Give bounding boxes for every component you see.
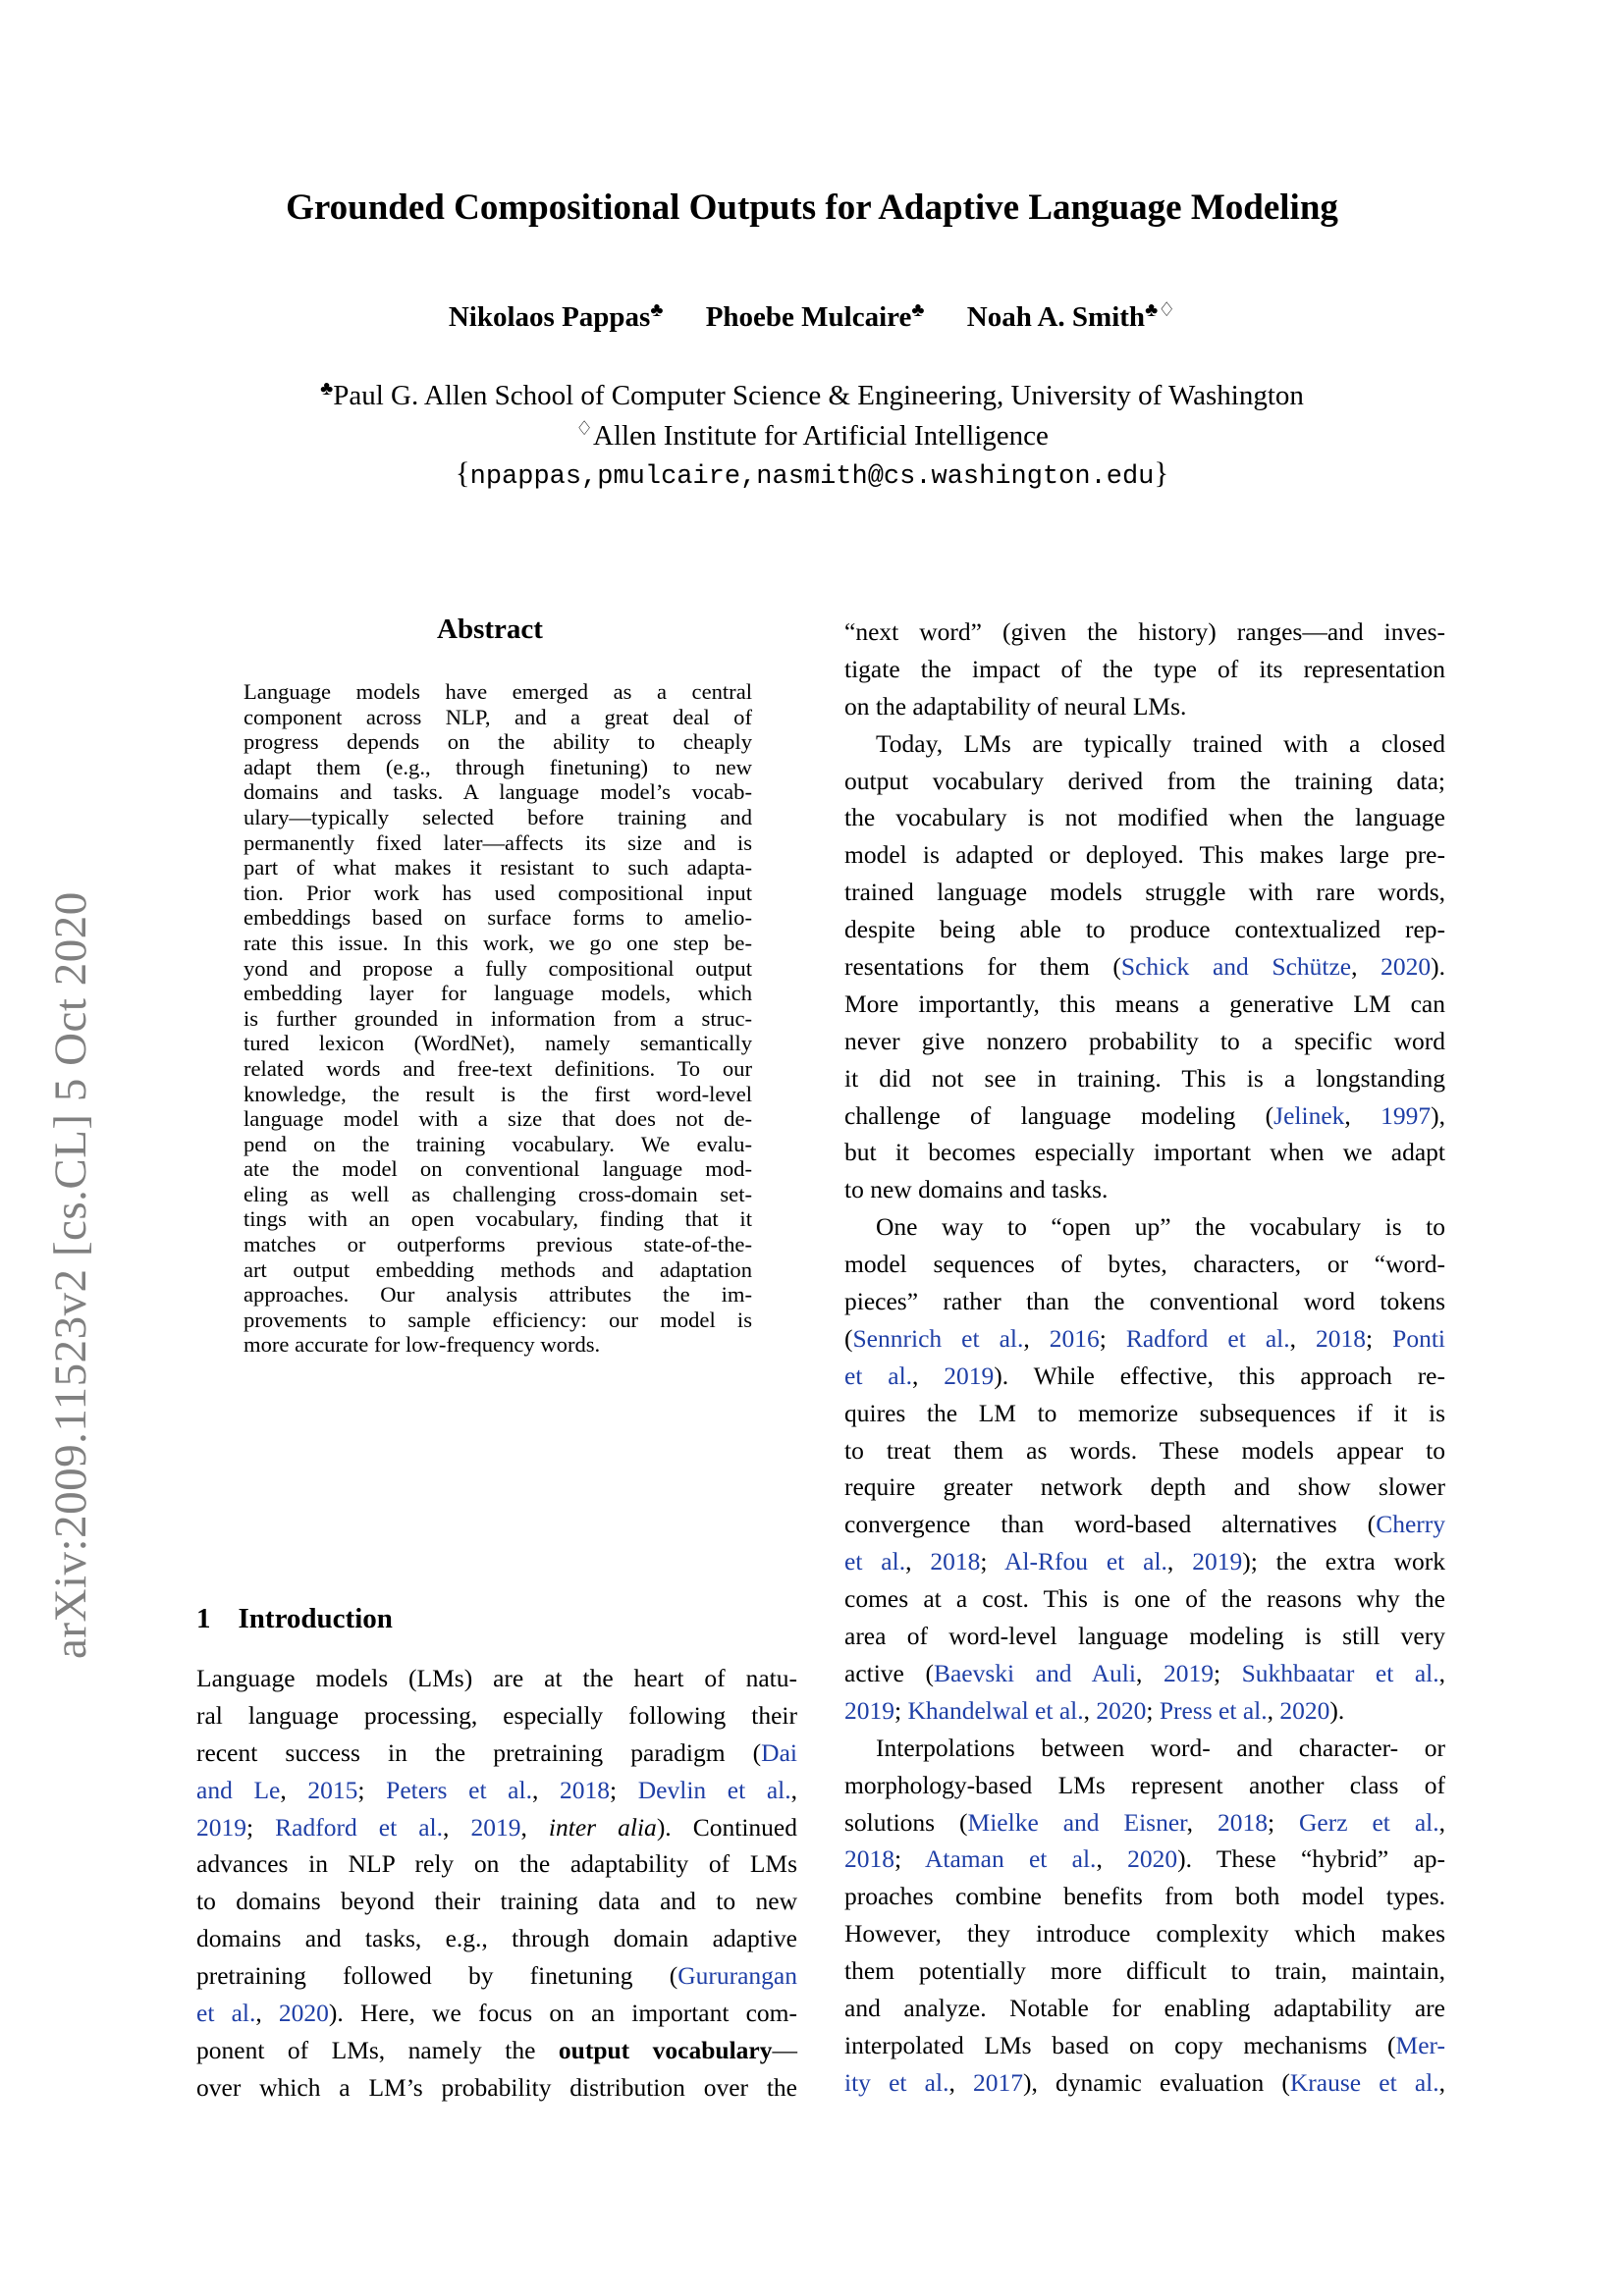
body-line: morphology-based LMs represent another class of [844, 1770, 1445, 1799]
abstract-line: matches or outperforms previous state-of-the- [244, 1232, 752, 1257]
body-line: ity et al., 2017), dynamic evaluation (Krause et al., [844, 2067, 1446, 2097]
author-1 [449, 301, 664, 333]
abstract-line: domains and tasks. A language model’s vocab- [244, 779, 752, 805]
abstract-line: approaches. Our analysis attributes the im- [244, 1282, 752, 1308]
citation-link[interactable]: Radford et al. [275, 1812, 444, 1842]
abstract-line: is further grounded in information from a struc- [244, 1005, 752, 1031]
citation-link[interactable]: 2019 [1192, 1547, 1243, 1576]
body-line: pieces” rather than the conventional word tokens [844, 1287, 1445, 1316]
abstract-line: art output embedding methods and adaptation [244, 1256, 752, 1282]
abstract-line: embedding layer for language models, which [244, 981, 752, 1006]
citation-link[interactable]: and Le [196, 1775, 281, 1804]
abstract-line: adapt them (e.g., through finetuning) to new [244, 754, 752, 779]
author-name: Noah A. Smith [966, 301, 1146, 333]
body-line: area of word-level language modeling is still very [844, 1622, 1445, 1651]
body-line: model is adapted or deployed. This makes large pre- [844, 840, 1445, 870]
body-line: trained language models struggle with rare words, [844, 878, 1445, 907]
abstract-line: eling as well as challenging cross-domain set- [244, 1181, 752, 1206]
body-line: active (Baevski and Auli, 2019; Sukhbaatar et al., [844, 1658, 1445, 1687]
body-line: Today, LMs are typically trained with a closed [876, 728, 1445, 758]
affiliation-mark: ♢ [575, 418, 594, 440]
body-line: the vocabulary is not modified when the language [844, 803, 1445, 832]
citation-link[interactable]: 2018 [930, 1547, 981, 1576]
citation-link[interactable]: Peters et al. [386, 1775, 532, 1804]
body-line: on the adaptability of neural LMs. [844, 691, 1187, 721]
body-line: recent success in the pretraining paradigm (Dai [196, 1737, 797, 1767]
body-line: output vocabulary derived from the training data; [844, 766, 1445, 795]
body-line: model sequences of bytes, characters, or “word- [844, 1250, 1445, 1279]
abstract-line: permanently fixed later—affects its size and is [244, 829, 752, 855]
abstract-line: part of what makes it resistant to such adapta- [244, 855, 752, 881]
abstract-line: yond and propose a fully compositional output [244, 955, 752, 981]
body-line: quires the LM to memorize subsequences if it is [844, 1398, 1445, 1427]
section-number: 1 [196, 1603, 211, 1634]
arxiv-identifier-stamp: arXiv:2009.11523v2 [cs.CL] 5 Oct 2020 [45, 891, 96, 1659]
body-line: resentations for them (Schick and Schütze, 2020). [844, 952, 1445, 982]
affiliation-mark: ♣ [650, 299, 664, 321]
abstract-line: knowledge, the result is the first word-level [244, 1081, 752, 1106]
body-line: it did not see in training. This is a longstanding [844, 1063, 1445, 1093]
abstract-line: ate the model on conventional language mod- [244, 1156, 752, 1182]
body-line: Interpolations between word- and character- or [876, 1733, 1445, 1762]
abstract-line: pend on the training vocabulary. We evalu- [244, 1131, 752, 1156]
author-name: Nikolaos Pappas [448, 301, 651, 333]
body-line: convergence than word-based alternatives (Cherry [844, 1510, 1445, 1539]
citation-link[interactable]: Gerz et al. [1299, 1807, 1439, 1837]
body-line: et al., 2020). Here, we focus on an important com- [196, 1999, 798, 2028]
body-line: and analyze. Notable for enabling adaptability are [844, 1993, 1445, 2022]
body-line: 2019; Radford et al., 2019, inter alia). Continued [196, 1812, 797, 1842]
affiliation-mark: ♣♢ [1145, 299, 1176, 321]
citation-link[interactable]: et al. [844, 1361, 913, 1390]
body-line: et al., 2018; Al-Rfou et al., 2019); the extra work [844, 1547, 1445, 1576]
body-line: challenge of language modeling (Jelinek, 1997), [844, 1100, 1445, 1130]
citation-link[interactable]: Ataman et al. [924, 1844, 1097, 1874]
abstract-line: tings with an open vocabulary, finding that it [244, 1206, 752, 1232]
citation-link[interactable]: Khandelwal et al. [907, 1695, 1084, 1725]
abstract-body [244, 679, 752, 1358]
author-emails: {npappas,pmulcaire,nasmith@cs.washington.edu} [455, 455, 1169, 492]
citation-link[interactable]: Dai [761, 1737, 797, 1767]
section-heading-introduction [196, 1603, 393, 1635]
citation-link[interactable]: Ponti [1392, 1323, 1445, 1353]
body-line: to domains beyond their training data and to new [196, 1887, 797, 1916]
body-line: (Sennrich et al., 2016; Radford et al., 2018; Ponti [844, 1323, 1445, 1353]
citation-link[interactable]: 2020 [1380, 952, 1432, 982]
affiliation-text: Allen Institute for Artificial Intelligence [593, 420, 1049, 452]
body-line: Language models (LMs) are at the heart of natu- [196, 1664, 797, 1692]
citation-link[interactable]: 2019 [1163, 1658, 1214, 1687]
abstract-line: related words and free-text definitions. To our [244, 1055, 752, 1081]
body-line: advances in NLP rely on the adaptability of LMs [196, 1849, 797, 1879]
citation-link[interactable]: Mielke and Eisner [967, 1807, 1187, 1837]
body-line: ponent of LMs, namely the output vocabulary— [196, 2035, 797, 2064]
body-line: However, they introduce complexity which makes [844, 1919, 1445, 1949]
intro-left-column [196, 1660, 797, 2107]
abstract-line: Language models have emerged as a central [244, 679, 752, 704]
citation-link[interactable]: Gururangan [677, 1961, 797, 1991]
paper-title: Grounded Compositional Outputs for Adaptive Language Modeling [286, 187, 1338, 228]
abstract-line: more accurate for low-frequency words. [244, 1332, 601, 1358]
citation-link[interactable]: 2016 [1049, 1323, 1100, 1353]
citation-link[interactable]: Schick and Schütze [1120, 952, 1352, 982]
body-line: et al., 2019). While effective, this approach re- [844, 1361, 1445, 1390]
body-line: ral language processing, especially following their [196, 1700, 797, 1730]
body-line: to new domains and tasks. [844, 1175, 1109, 1204]
citation-link[interactable]: 2020 [1096, 1695, 1147, 1725]
body-line: over which a LM’s probability distribution over the [196, 2072, 797, 2102]
abstract-line: language model with a size that does not de- [244, 1106, 752, 1132]
citation-link[interactable]: 2015 [307, 1775, 358, 1804]
intro-right-column [844, 614, 1445, 2102]
citation-link[interactable]: 2020 [1279, 1695, 1330, 1725]
abstract-heading: Abstract [437, 614, 543, 645]
citation-link[interactable]: Krause et al. [1289, 2067, 1439, 2097]
author-list [0, 297, 1624, 334]
affiliation-1 [0, 378, 1624, 412]
citation-link[interactable]: 2019 [196, 1812, 246, 1842]
citation-link[interactable]: Baevski and Auli [933, 1658, 1136, 1687]
citation-link[interactable]: Radford et al. [1125, 1323, 1290, 1353]
affiliation-mark: ♣ [911, 299, 925, 321]
body-line: One way to “open up” the vocabulary is to [876, 1212, 1445, 1242]
abstract-line: ulary—typically selected before training and [244, 804, 752, 829]
citation-link[interactable]: 1997 [1380, 1100, 1432, 1130]
body-line: interpolated LMs based on copy mechanisms (Mer- [844, 2030, 1445, 2059]
body-line: never give nonzero probability to a specific word [844, 1026, 1445, 1055]
citation-link[interactable]: Devlin et al. [637, 1775, 791, 1804]
body-line: “next word” (given the history) ranges—and inves- [844, 617, 1445, 646]
body-line: 2018; Ataman et al., 2020). These “hybrid” ap- [844, 1844, 1445, 1874]
abstract-line: tured lexicon (WordNet), namely semantically [244, 1031, 752, 1056]
abstract-line: component across NLP, and a great deal of [244, 704, 752, 729]
citation-link[interactable]: 2018 [1217, 1807, 1268, 1837]
body-line: solutions (Mielke and Eisner, 2018; Gerz et al., [844, 1807, 1446, 1837]
citation-link[interactable]: 2019 [470, 1812, 521, 1842]
affiliation-2 [0, 416, 1624, 453]
citation-link[interactable]: Sennrich et al. [852, 1323, 1024, 1353]
affiliation-text: Paul G. Allen School of Computer Science & Engineering, University of Washington [333, 380, 1304, 411]
affiliation-mark: ♣ [320, 378, 334, 400]
citation-link[interactable]: 2019 [944, 1361, 995, 1390]
citation-link[interactable]: et al. [196, 1999, 256, 2028]
citation-link[interactable]: ity et al. [844, 2067, 949, 2097]
body-line: comes at a cost. This is one of the reasons why the [844, 1584, 1445, 1614]
citation-link[interactable]: et al. [844, 1547, 906, 1576]
citation-link[interactable]: 2018 [560, 1775, 610, 1804]
author-name: Phoebe Mulcaire [705, 301, 912, 333]
body-line: despite being able to produce contextualized rep- [844, 915, 1445, 944]
body-line: proaches combine benefits from both model types. [844, 1882, 1445, 1911]
body-line: but it becomes especially important when we adapt [844, 1138, 1445, 1167]
author-3 [967, 301, 1175, 333]
abstract-line: progress depends on the ability to cheaply [244, 729, 752, 755]
email-addresses: npappas,pmulcaire,nasmith@cs.washington.edu [469, 462, 1155, 492]
body-line: require greater network depth and show slower [844, 1472, 1445, 1502]
body-line: them potentially more difficult to train, maintain, [844, 1956, 1445, 1986]
citation-link[interactable]: Al-Rfou et al. [1003, 1547, 1167, 1576]
abstract-line: embeddings based on surface forms to amelio- [244, 905, 752, 931]
citation-link[interactable]: 2019 [844, 1695, 894, 1725]
citation-link[interactable]: Mer- [1395, 2030, 1445, 2059]
citation-link[interactable]: Jelinek [1273, 1100, 1345, 1130]
body-line: 2019; Khandelwal et al., 2020; Press et al., 2020). [844, 1695, 1345, 1725]
body-line: pretraining followed by finetuning (Gururangan [196, 1961, 797, 1991]
body-line: and Le, 2015; Peters et al., 2018; Devlin et al., [196, 1775, 798, 1804]
citation-link[interactable]: Cherry [1376, 1510, 1445, 1539]
abstract-line: tion. Prior work has used compositional input [244, 880, 752, 905]
citation-link[interactable]: 2020 [1127, 1844, 1178, 1874]
citation-link[interactable]: 2018 [844, 1844, 894, 1874]
abstract-line: provements to sample efficiency: our model is [244, 1307, 752, 1332]
citation-link[interactable]: 2020 [278, 1999, 329, 2028]
section-title: Introduction [238, 1603, 393, 1634]
body-line: tigate the impact of the type of its representation [844, 654, 1445, 683]
body-line: domains and tasks, e.g., through domain adaptive [196, 1924, 797, 1953]
abstract-line: rate this issue. In this work, we go one step be- [244, 930, 752, 955]
body-line: More importantly, this means a generative LM can [844, 988, 1445, 1018]
body-line: to treat them as words. These models appear to [844, 1435, 1445, 1465]
citation-link[interactable]: 2018 [1316, 1323, 1367, 1353]
citation-link[interactable]: Press et al. [1159, 1695, 1268, 1725]
citation-link[interactable]: Sukhbaatar et al. [1241, 1658, 1439, 1687]
citation-link[interactable]: 2017 [973, 2067, 1023, 2097]
author-2 [706, 301, 925, 333]
